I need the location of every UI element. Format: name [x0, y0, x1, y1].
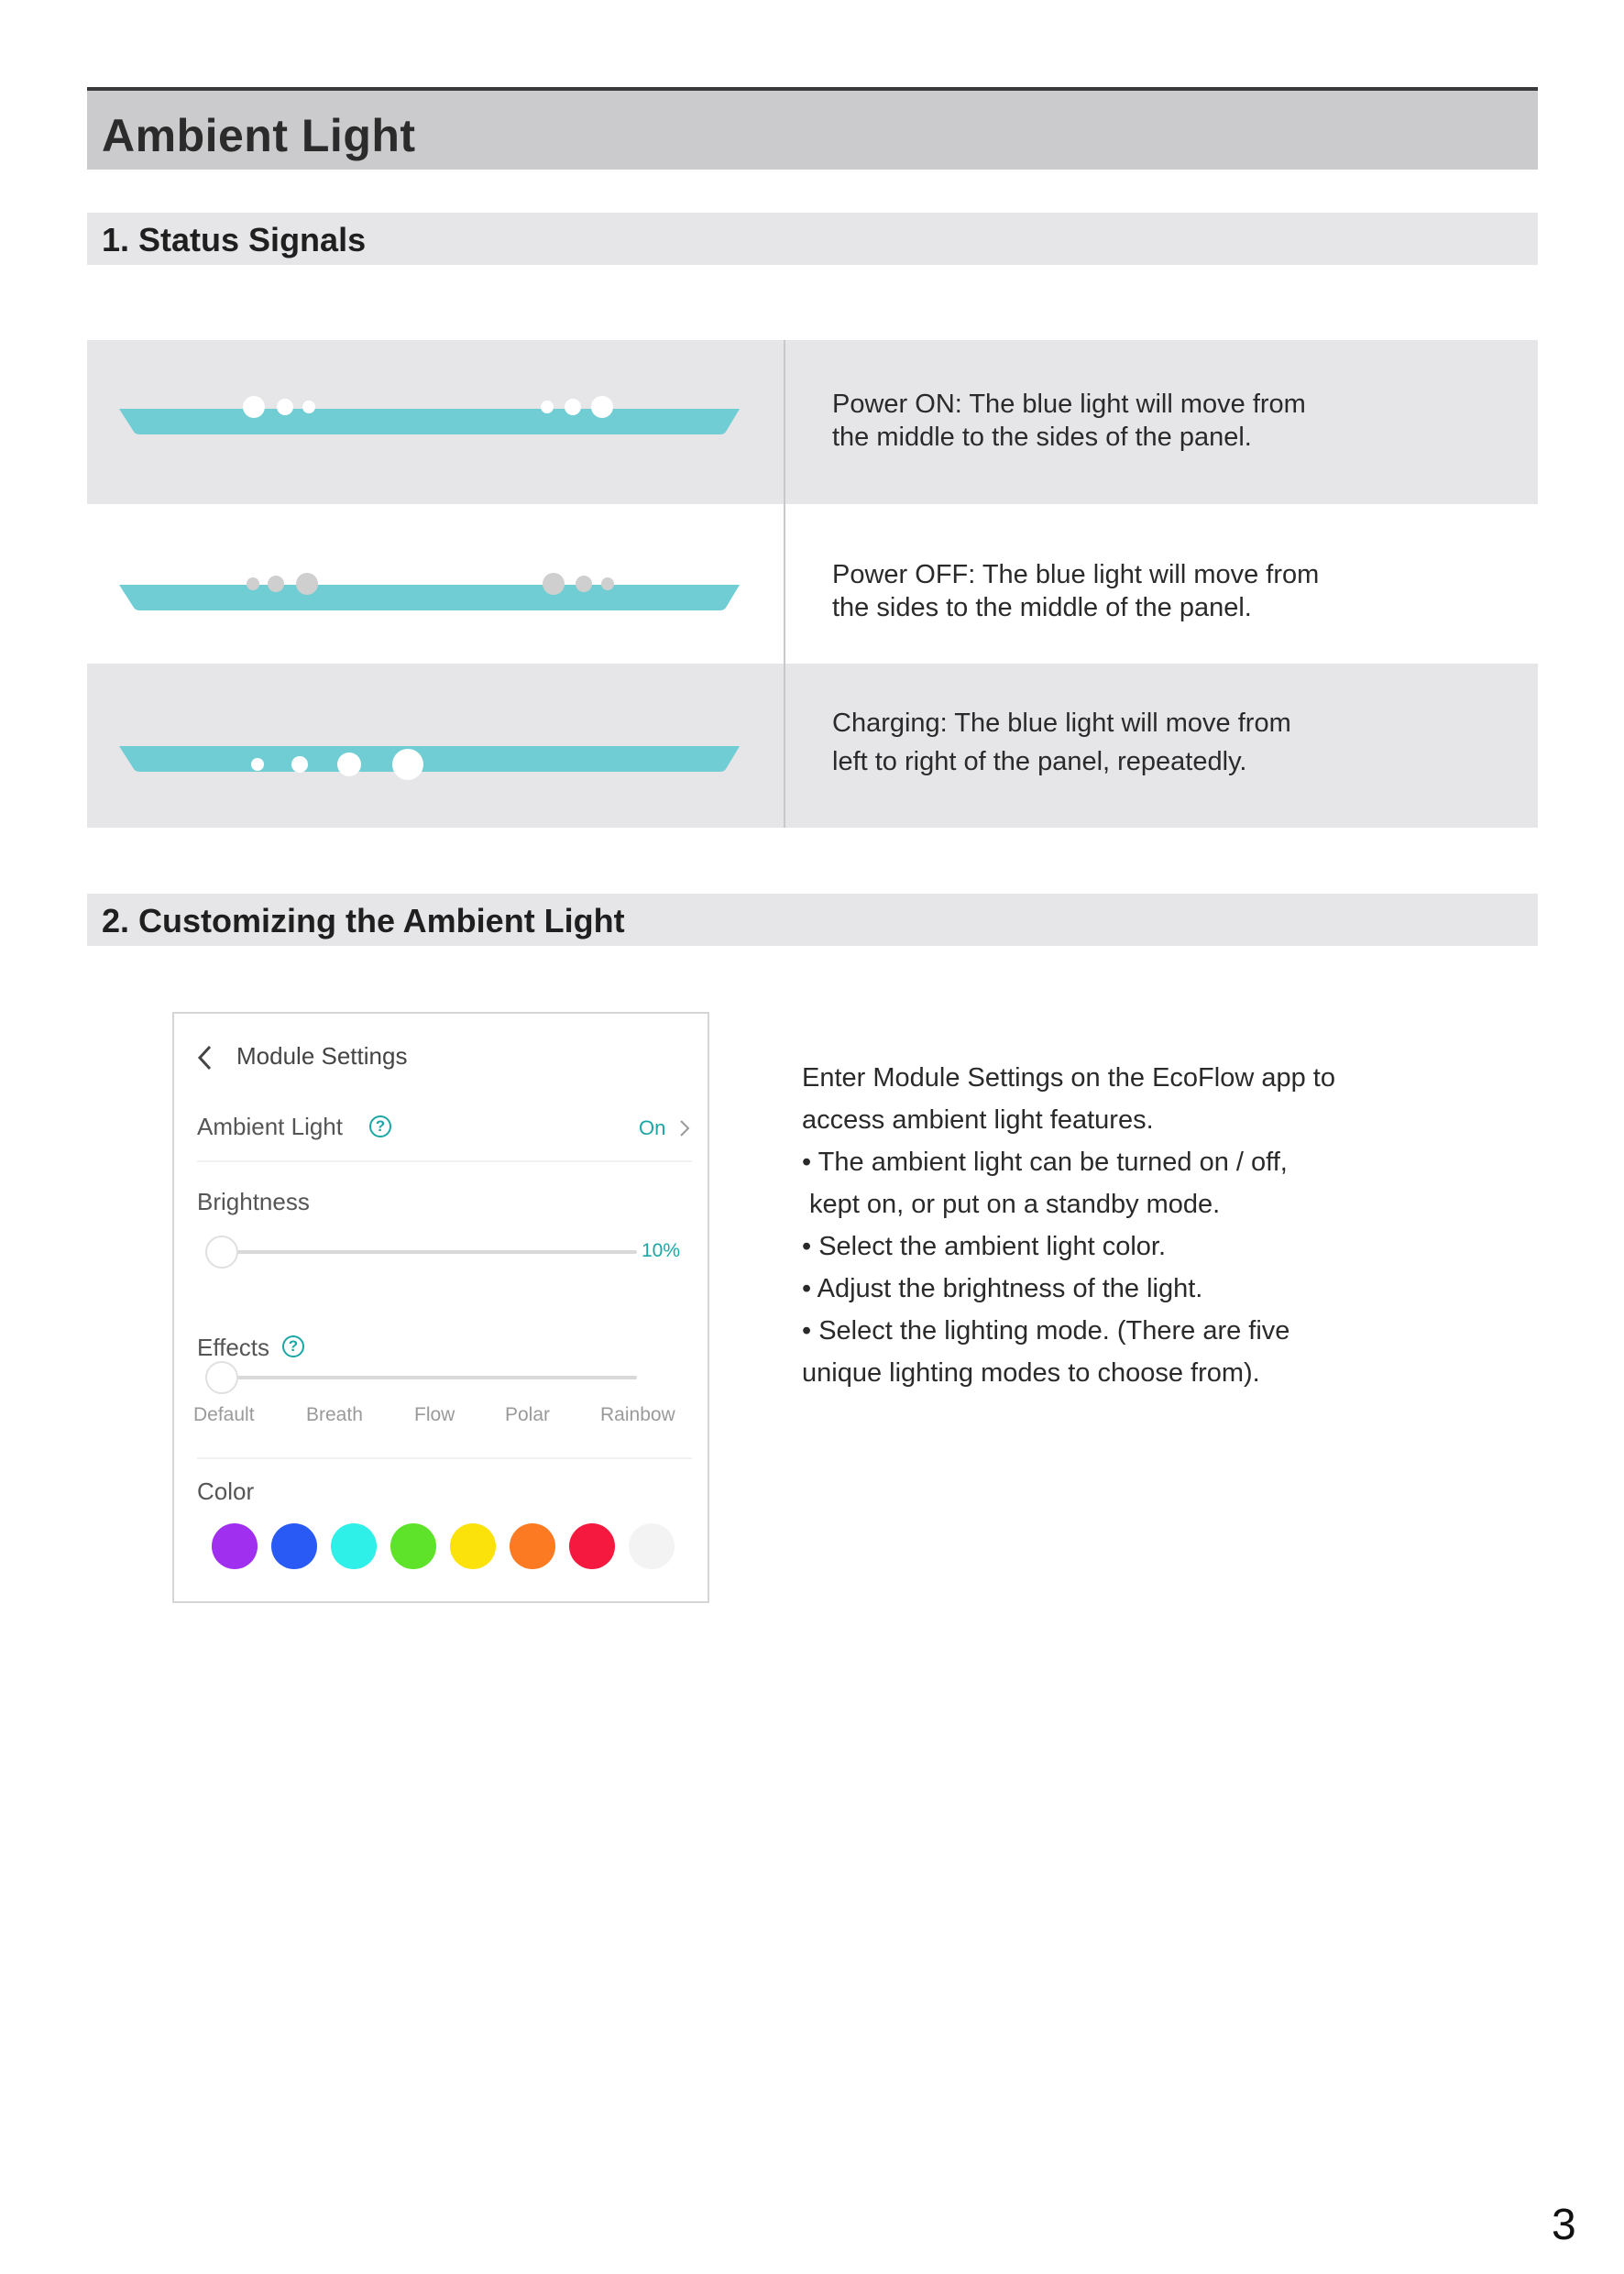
description-line: • The ambient light can be turned on / off, [802, 1148, 1288, 1177]
status-table [87, 340, 1538, 828]
light-dot [243, 396, 265, 418]
light-dot [268, 576, 284, 592]
status-line: Power OFF: The blue light will move from [832, 560, 1320, 589]
color-swatch-orange[interactable] [510, 1523, 555, 1569]
status-line: Power ON: The blue light will move from [832, 390, 1306, 419]
status-row-power-off [87, 504, 1538, 664]
description-line: unique lighting modes to choose from). [802, 1358, 1260, 1388]
description-line: Enter Module Settings on the EcoFlow app to [802, 1063, 1335, 1093]
light-dot [576, 576, 592, 592]
description-line: • Adjust the brightness of the light. [802, 1274, 1203, 1303]
light-dot [247, 577, 259, 590]
color-swatch-green[interactable] [390, 1523, 436, 1569]
effect-option-polar[interactable]: Polar [505, 1404, 551, 1425]
panel-power-on-illustration [87, 340, 784, 504]
status-text-charging [832, 704, 1291, 781]
brightness-slider-knob[interactable] [205, 1236, 238, 1269]
color-swatch-white[interactable] [629, 1523, 675, 1569]
ambient-light-label: Ambient Light [197, 1113, 343, 1140]
color-swatch-yellow[interactable] [450, 1523, 496, 1569]
light-dot [541, 401, 554, 413]
status-line: the sides to the middle of the panel. [832, 593, 1252, 622]
title-bar [87, 87, 1538, 170]
color-swatch-blue[interactable] [271, 1523, 317, 1569]
description-line: • Select the ambient light color. [802, 1232, 1167, 1261]
section-title-status: 1. Status Signals [102, 221, 367, 258]
brightness-slider-track[interactable] [225, 1250, 637, 1254]
light-dot [601, 577, 614, 590]
customize-description [802, 1057, 1462, 1394]
effect-option-default[interactable]: Default [193, 1404, 255, 1425]
help-icon[interactable]: ? [369, 1115, 391, 1137]
description-line: • Select the lighting mode. (There are five [802, 1316, 1290, 1346]
effects-label: Effects [197, 1334, 270, 1361]
effects-slider-knob[interactable] [205, 1361, 238, 1394]
status-text-power-off [832, 558, 1319, 624]
status-text-power-on [832, 388, 1306, 454]
app-header-title: Module Settings [236, 1042, 408, 1070]
light-dot [543, 573, 565, 595]
section-title-customize: 2. Customizing the Ambient Light [102, 902, 625, 939]
light-panel-bar [119, 585, 740, 610]
light-dot [302, 401, 315, 413]
status-row-power-on [87, 340, 1538, 504]
light-dot [337, 753, 361, 776]
ambient-light-value[interactable]: On [639, 1116, 666, 1139]
light-panel-bar [119, 746, 740, 772]
effect-option-flow[interactable]: Flow [414, 1404, 455, 1425]
status-line: Charging: The blue light will move from [832, 709, 1291, 738]
light-dot [296, 573, 318, 595]
brightness-label: Brightness [197, 1188, 310, 1215]
help-icon[interactable]: ? [282, 1335, 304, 1357]
panel-power-off-illustration [87, 504, 784, 664]
row-divider [197, 1457, 692, 1459]
back-icon[interactable] [195, 1044, 215, 1071]
app-screenshot [172, 1012, 709, 1603]
section-header-status [87, 213, 1538, 265]
status-line: the middle to the sides of the panel. [832, 423, 1252, 452]
effect-option-rainbow[interactable]: Rainbow [600, 1404, 675, 1425]
color-swatch-purple[interactable] [212, 1523, 258, 1569]
color-swatch-red[interactable] [569, 1523, 615, 1569]
chevron-right-icon[interactable] [678, 1118, 691, 1138]
section-header-customize [87, 894, 1538, 946]
panel-charging-illustration [87, 664, 784, 828]
light-dot [565, 399, 581, 415]
color-swatch-cyan[interactable] [331, 1523, 377, 1569]
light-dot [591, 396, 613, 418]
description-line: kept on, or put on a standby mode. [802, 1190, 1221, 1219]
page-number: 3 [1552, 2201, 1576, 2249]
light-dot [291, 756, 308, 773]
light-panel-bar [119, 409, 740, 434]
description-line: access ambient light features. [802, 1105, 1154, 1135]
light-dot [392, 749, 423, 780]
light-dot [251, 758, 264, 771]
effects-slider-track[interactable] [225, 1376, 637, 1379]
status-row-charging [87, 664, 1538, 828]
color-label: Color [197, 1478, 255, 1505]
row-divider [197, 1160, 692, 1162]
light-dot [277, 399, 293, 415]
table-divider [784, 340, 785, 828]
effect-option-breath[interactable]: Breath [306, 1404, 363, 1425]
status-line: left to right of the panel, repeatedly. [832, 747, 1247, 776]
page-title: Ambient Light [102, 110, 416, 161]
brightness-value: 10% [642, 1240, 681, 1261]
